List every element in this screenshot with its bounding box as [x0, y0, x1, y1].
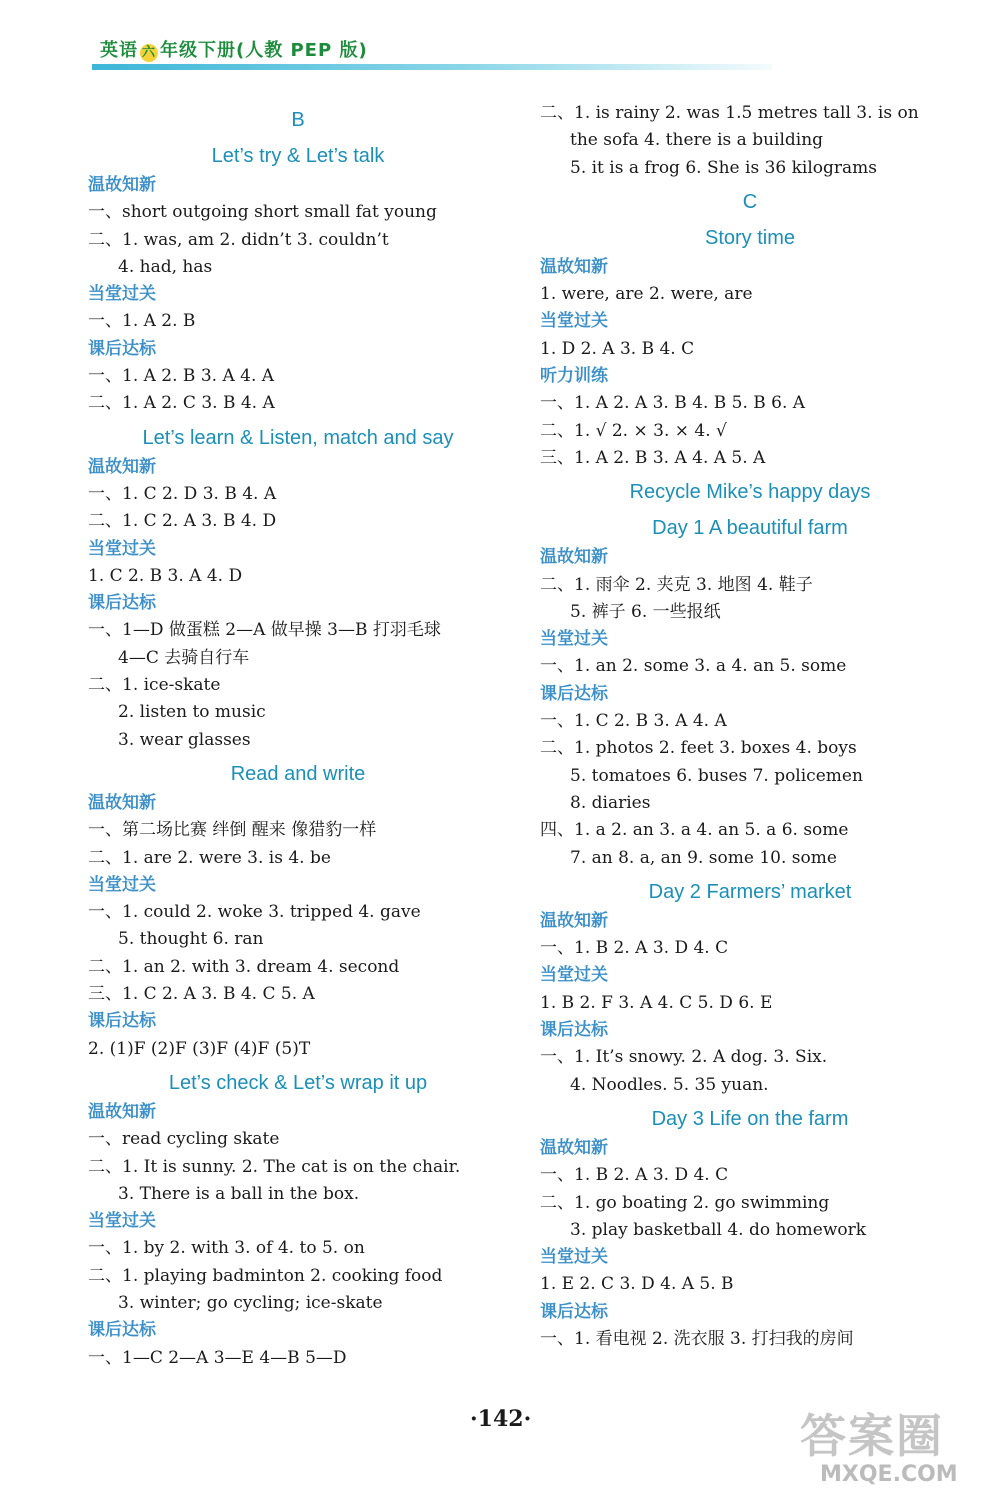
subsection-label: 课后达标 [88, 1011, 156, 1032]
answer-line: 3. wear glasses [118, 729, 251, 750]
subsection-label: 温故知新 [88, 1101, 156, 1122]
section-heading: Day 2 Farmers’ market [648, 880, 852, 903]
answer-line: 1. C 2. B 3. A 4. D [88, 565, 243, 586]
answer-line: 一、short outgoing short small fat young [88, 202, 437, 223]
section-heading: Let’s check & Let’s wrap it up [168, 1071, 428, 1094]
answer-line: 二、1. photos 2. feet 3. boxes 4. boys [540, 738, 857, 759]
section-heading: C [742, 190, 758, 213]
answer-line: 1. B 2. F 3. A 4. C 5. D 6. E [540, 992, 773, 1013]
answer-line: 1. E 2. C 3. D 4. A 5. B [540, 1274, 734, 1295]
answer-line: 二、1. 雨伞 2. 夹克 3. 地图 4. 鞋子 [540, 574, 813, 595]
grade-badge: 六 [141, 45, 156, 60]
answer-line: 3. winter; go cycling; ice-skate [118, 1292, 383, 1313]
answer-line: 二、1. A 2. C 3. B 4. A [88, 393, 275, 414]
subsection-label: 温故知新 [540, 1137, 608, 1158]
answer-line: 3. play basketball 4. do homework [570, 1219, 867, 1240]
answer-line: 1. D 2. A 3. B 4. C [540, 338, 695, 359]
answer-line: 一、1—C 2—A 3—E 4—B 5—D [88, 1347, 347, 1368]
subsection-label: 课后达标 [540, 683, 608, 704]
left-answer-column [88, 100, 508, 1372]
page-number: ·142· [470, 1406, 532, 1432]
answer-line: 一、1. A 2. A 3. B 4. B 5. B 6. A [540, 393, 806, 414]
answer-line: 二、1. playing badminton 2. cooking food [88, 1265, 443, 1286]
section-heading: Day 3 Life on the farm [651, 1107, 849, 1130]
answer-line: 一、1. an 2. some 3. a 4. an 5. some [540, 656, 847, 677]
title-suffix: 年级下册(人教 PEP 版) [160, 40, 368, 61]
subsection-label: 温故知新 [540, 910, 608, 931]
section-heading: Story time [704, 226, 796, 249]
section-heading: Read and write [230, 762, 366, 785]
page-header [92, 36, 612, 76]
answer-line: 二、1. is rainy 2. was 1.5 metres tall 3. is on [540, 103, 919, 123]
section-heading: B [291, 109, 305, 131]
answer-line: 4—C 去骑自行车 [118, 647, 250, 668]
answer-line: 5. it is a frog 6. She is 36 kilograms [570, 157, 878, 178]
answer-line: 二、1. go boating 2. go swimming [540, 1192, 830, 1213]
subsection-label: 课后达标 [88, 593, 156, 614]
subsection-label: 课后达标 [88, 338, 156, 359]
answer-line: 3. There is a ball in the box. [118, 1183, 360, 1204]
answer-line: 一、1. C 2. B 3. A 4. A [540, 711, 727, 732]
subsection-label: 当堂过关 [540, 965, 608, 986]
subsection-label: 当堂过关 [88, 1211, 156, 1232]
right-answer-column [540, 100, 960, 1353]
answer-line: 5. 裤子 6. 一些报纸 [570, 601, 721, 622]
subject-label: 英语 [100, 40, 138, 61]
answer-line: 二、1. are 2. were 3. is 4. be [88, 847, 331, 868]
subsection-label: 当堂过关 [88, 538, 156, 559]
header-divider [92, 64, 772, 70]
subsection-label: 温故知新 [88, 792, 156, 813]
answer-line: 一、1. A 2. B 3. A 4. A [88, 366, 275, 387]
subsection-label: 课后达标 [88, 1320, 156, 1341]
watermark-domain: MXQE.COM [820, 1462, 958, 1487]
answer-line: 二、1. was, am 2. didn’t 3. couldn’t [88, 229, 389, 250]
section-heading: Day 1 A beautiful farm [652, 517, 848, 540]
subsection-label: 当堂过关 [88, 874, 156, 895]
subsection-label: 当堂过关 [540, 1247, 608, 1268]
section-heading: Let’s learn & Listen, match and say [142, 426, 454, 449]
answer-line: 二、1. C 2. A 3. B 4. D [88, 511, 277, 532]
answer-line: 一、1. A 2. B [88, 311, 196, 332]
answer-line: 7. an 8. a, an 9. some 10. some [570, 847, 837, 868]
subsection-label: 当堂过关 [88, 284, 156, 305]
answer-line: 一、1. could 2. woke 3. tripped 4. gave [88, 902, 421, 923]
answer-line: 2. (1)F (2)F (3)F (4)F (5)T [88, 1038, 311, 1059]
answer-line: 一、1. C 2. D 3. B 4. A [88, 483, 277, 504]
answer-line: 一、1. by 2. with 3. of 4. to 5. on [88, 1238, 365, 1259]
answer-line: 二、1. an 2. with 3. dream 4. second [88, 956, 400, 977]
answer-line: 一、read cycling skate [88, 1129, 280, 1150]
answer-line: 4. had, has [118, 256, 213, 277]
subsection-label: 温故知新 [540, 547, 608, 568]
subsection-label: 课后达标 [540, 1301, 608, 1322]
answer-line: 一、第二场比赛 绊倒 醒来 像猎豹一样 [88, 820, 377, 841]
subsection-label: 课后达标 [540, 1020, 608, 1041]
answer-line: 二、1. √ 2. × 3. × 4. √ [540, 420, 727, 441]
answer-line: 一、1. It’s snowy. 2. A dog. 3. Six. [540, 1047, 828, 1068]
watermark-mark: 答案圈 [800, 1409, 944, 1463]
answer-line: 一、1. B 2. A 3. D 4. C [540, 938, 729, 959]
answer-line: 四、1. a 2. an 3. a 4. an 5. a 6. some [540, 820, 849, 841]
answer-line: 2. listen to music [118, 702, 266, 723]
answer-line: the sofa 4. there is a building [570, 130, 824, 151]
answer-line: 一、1. B 2. A 3. D 4. C [540, 1165, 729, 1186]
answer-line: 三、1. A 2. B 3. A 4. A 5. A [540, 447, 766, 468]
book-title [100, 36, 368, 62]
subsection-label: 当堂过关 [540, 629, 608, 650]
section-heading: Let’s try & Let’s talk [211, 145, 385, 167]
answer-line: 三、1. C 2. A 3. B 4. C 5. A [88, 984, 315, 1005]
subsection-label: 温故知新 [88, 456, 156, 477]
answer-line: 4. Noodles. 5. 35 yuan. [570, 1074, 769, 1095]
watermark-logo [800, 1400, 990, 1490]
section-heading: Recycle Mike’s happy days [629, 481, 871, 504]
subsection-label: 温故知新 [540, 256, 608, 277]
answer-line: 二、1. It is sunny. 2. The cat is on the chair. [88, 1156, 461, 1177]
answer-line: 5. thought 6. ran [118, 929, 264, 950]
subsection-label: 听力训练 [540, 366, 608, 387]
subsection-label: 温故知新 [88, 175, 156, 195]
answer-line: 二、1. ice-skate [88, 675, 221, 696]
subsection-label: 当堂过关 [540, 311, 608, 332]
answer-line: 一、1—D 做蛋糕 2—A 做早操 3—B 打羽毛球 [88, 620, 441, 641]
answer-line: 8. diaries [570, 792, 651, 813]
answer-line: 1. were, are 2. were, are [540, 284, 753, 305]
answer-line: 5. tomatoes 6. buses 7. policemen [570, 765, 863, 786]
answer-line: 一、1. 看电视 2. 洗衣服 3. 打扫我的房间 [540, 1328, 854, 1349]
